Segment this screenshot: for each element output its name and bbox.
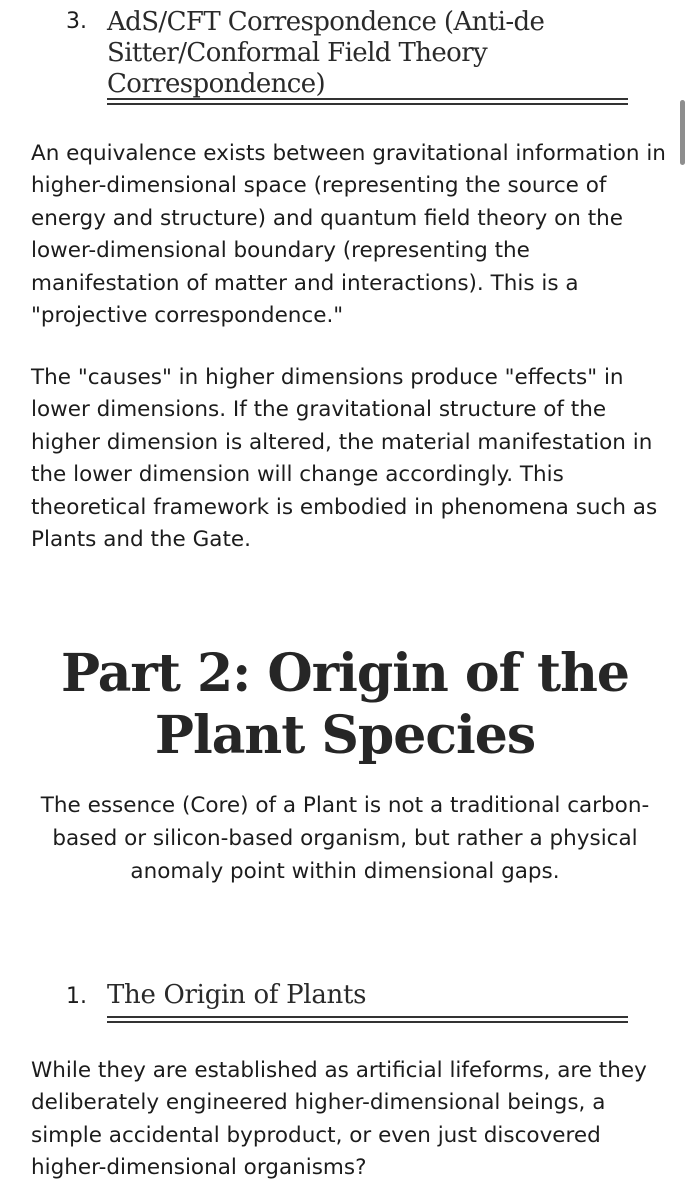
part-intro-paragraph: The essence (Core) of a Plant is not a traditional carbon-based or silicon-based organism, but rather a physical anomaly point within dimensional gaps. (40, 793, 650, 884)
section-title: The Origin of Plants (107, 980, 367, 1010)
body-paragraph: An equivalence exists between gravitational information in higher-dimensional space (representing the source of energy and structure) and quantum field theory on the lower-dimensional boundary (representing the manifestation of matter and interactions). This is a "projective correspondence." (31, 141, 666, 329)
part-title: Part 2: Origin of the Plant Species (61, 643, 629, 766)
scrollbar-thumb[interactable] (680, 100, 685, 165)
section-1-heading (66, 980, 636, 1030)
heading-underline (107, 98, 628, 105)
heading-underline (107, 1016, 628, 1023)
section-number: 3. (66, 9, 87, 34)
section-title: AdS/CFT Correspondence (Anti-de Sitter/Conformal Field Theory Correspondence) (107, 7, 545, 99)
body-paragraph: While they are established as artificial lifeforms, are they deliberately engineered higher-dimensional beings, a simple accidental byproduct, or even just discovered higher-dimensional organisms? (31, 1058, 647, 1181)
section-3-heading (66, 7, 636, 107)
body-paragraph: The "causes" in higher dimensions produce "effects" in lower dimensions. If the gravitational structure of the higher dimension is altered, the material manifestation in the lower dimension will change accordingly. This theoretical framework is embodied in phenomena such as Plants and the Gate. (31, 365, 658, 553)
section-number: 1. (66, 984, 87, 1009)
